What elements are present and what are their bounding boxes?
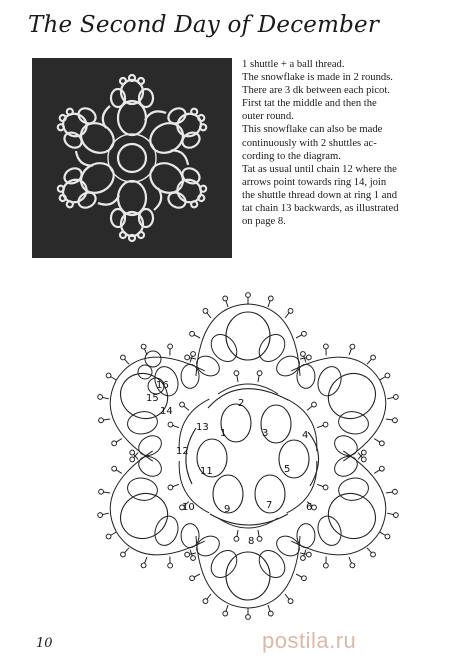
instruction-line: on page 8. — [242, 216, 286, 228]
instruction-line: 1 shuttle + a ball thread. — [242, 59, 345, 70]
diagram-label: 11 — [200, 466, 213, 477]
instruction-line: This snowflake can also be made — [242, 124, 383, 136]
instruction-line: arrows point towards ring 14, join — [242, 176, 387, 188]
instructions-text — [242, 58, 447, 228]
page-number: 10 — [36, 636, 53, 651]
instruction-line: The snowflake is made in 2 rounds. — [242, 72, 393, 84]
diagram-label: 7 — [266, 500, 273, 511]
instruction-line: the shuttle thread down at ring 1 and — [242, 189, 398, 201]
instruction-line: First tat the middle and then the — [242, 98, 377, 110]
diagram-label: 13 — [196, 422, 209, 433]
diagram-label: 2 — [238, 398, 245, 409]
diagram-label: 14 — [160, 406, 173, 417]
diagram-label: 15 — [146, 393, 159, 404]
tatted-snowflake-image — [32, 58, 232, 258]
diagram-label: 9 — [224, 504, 231, 515]
diagram-label: 10 — [182, 502, 195, 513]
page-title: The Second Day of December — [28, 12, 380, 38]
snowflake-photo — [32, 58, 232, 258]
instruction-line: cording to the diagram. — [242, 150, 341, 162]
instruction-line: Tat as usual until chain 12 where the — [242, 163, 397, 175]
instruction-line: continuously with 2 shuttles ac- — [242, 137, 377, 149]
instruction-line: tat chain 13 backwards, as illustrated — [242, 203, 399, 215]
tatting-diagram — [58, 286, 438, 630]
diagram-label: 16 — [156, 380, 169, 391]
instruction-line: outer round. — [242, 111, 294, 123]
diagram-label: 5 — [284, 464, 291, 475]
diagram-label: 8 — [248, 536, 255, 547]
diagram-label: 12 — [176, 446, 189, 457]
watermark: postila.ru — [262, 628, 357, 653]
diagram-label: 1 — [220, 428, 227, 439]
diagram-label: 4 — [302, 430, 309, 441]
diagram-label: 3 — [262, 428, 269, 439]
instruction-line: There are 3 dk between each picot. — [242, 85, 390, 97]
diagram-label: 6 — [306, 502, 313, 513]
